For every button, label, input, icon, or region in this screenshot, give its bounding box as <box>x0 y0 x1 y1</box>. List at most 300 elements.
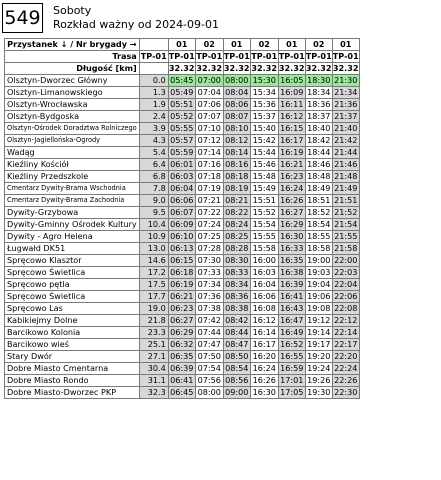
header-route-label: Trasa <box>5 51 140 63</box>
departure-time: 21:34 <box>334 87 358 97</box>
departure-time: 22:20 <box>334 351 358 361</box>
departure-time: 18:37 <box>307 111 331 121</box>
departure-time: 18:48 <box>307 171 331 181</box>
departure-time: 16:03 <box>250 267 278 279</box>
departure-time: 08:33 <box>225 267 249 277</box>
departure-time: 16:26 <box>280 195 304 205</box>
route-cell: TP-01 <box>168 51 195 61</box>
departure-time: 06:03 <box>170 171 194 181</box>
departure-time: 06:18 <box>170 267 194 277</box>
stop-name: Dywity-Grzybowa <box>5 207 140 219</box>
stop-name: Dobre Miasto-Dworzec PKP <box>5 387 140 399</box>
departure-time: 08:24 <box>225 219 249 229</box>
stop-row <box>5 279 360 291</box>
departure-time: 07:22 <box>195 207 223 219</box>
departure-time: 07:42 <box>195 315 223 327</box>
departure-time: 22:00 <box>334 255 358 265</box>
departure-time: 16:17 <box>250 339 278 351</box>
header-length-label: Długość [km] <box>5 63 140 75</box>
route-cell: TP-01 <box>223 51 250 61</box>
departure-time: 19:12 <box>307 315 331 325</box>
departure-time: 21:42 <box>334 135 358 145</box>
departure-time: 06:15 <box>170 255 194 265</box>
departure-time: 08:14 <box>225 147 249 157</box>
stop-km: 21.8 <box>139 315 168 327</box>
departure-time: 15:42 <box>250 135 278 147</box>
departure-time: 17:05 <box>280 387 304 397</box>
departure-time: 08:54 <box>225 363 249 373</box>
stop-row <box>5 135 360 147</box>
stop-row <box>5 351 360 363</box>
departure-time: 06:35 <box>170 351 194 361</box>
stop-km: 25.1 <box>139 339 168 351</box>
departure-time: 21:49 <box>334 183 358 193</box>
departure-time: 16:12 <box>250 315 278 327</box>
departure-time: 22:14 <box>334 327 358 337</box>
departure-time: 16:41 <box>280 291 304 301</box>
departure-time: 07:00 <box>195 75 223 87</box>
departure-time: 16:19 <box>280 147 304 157</box>
length-cell: 32.32 <box>332 63 359 73</box>
stop-row <box>5 303 360 315</box>
departure-time: 07:07 <box>195 111 223 123</box>
departure-time: 15:52 <box>250 207 278 219</box>
departure-time: 07:38 <box>195 303 223 315</box>
stop-name: Spręcowo Świetlica <box>5 291 140 303</box>
departure-time: 06:04 <box>170 183 194 193</box>
stop-name: Kabikiejmy Dolne <box>5 315 140 327</box>
header <box>0 0 441 36</box>
departure-time: 06:29 <box>170 327 194 337</box>
departure-time: 08:10 <box>225 123 249 133</box>
departure-time: 19:24 <box>307 363 331 373</box>
route-cell: TP-01 <box>196 51 223 61</box>
departure-time: 22:30 <box>334 387 358 397</box>
timetable <box>4 38 360 399</box>
length-cell: 32.32 <box>305 63 332 73</box>
timetable-body <box>5 39 360 399</box>
departure-time: 16:05 <box>280 75 304 85</box>
departure-time: 16:52 <box>280 339 304 349</box>
stop-row <box>5 183 360 195</box>
stop-name: Kieźliny Przedszkole <box>5 171 140 183</box>
departure-time: 18:30 <box>307 75 331 85</box>
stop-km: 5.4 <box>139 147 168 159</box>
departure-time: 15:40 <box>250 123 278 135</box>
brigade-row <box>5 39 360 51</box>
stop-km: 17.5 <box>139 279 168 291</box>
departure-time: 08:06 <box>225 99 249 109</box>
departure-time: 15:34 <box>250 87 278 99</box>
route-cell: TP-01 <box>140 51 167 61</box>
stop-row <box>5 195 360 207</box>
departure-time: 18:46 <box>307 159 331 169</box>
stop-row <box>5 147 360 159</box>
departure-time: 16:20 <box>250 351 278 363</box>
stop-name: Olsztyn-Bydgoska <box>5 111 140 123</box>
stop-name: Wadąg <box>5 147 140 159</box>
stop-row <box>5 123 360 135</box>
departure-time: 15:30 <box>250 75 278 87</box>
departure-time: 18:51 <box>307 195 331 205</box>
departure-time: 18:34 <box>307 87 331 97</box>
departure-time: 18:36 <box>307 99 331 109</box>
stop-row <box>5 375 360 387</box>
stop-km: 14.6 <box>139 255 168 267</box>
departure-time: 21:52 <box>334 207 358 217</box>
departure-time: 06:21 <box>170 291 194 301</box>
departure-time: 16:17 <box>280 135 304 145</box>
departure-time: 15:36 <box>250 99 278 111</box>
departure-time: 07:54 <box>195 363 223 375</box>
departure-time: 06:23 <box>170 303 194 313</box>
stop-km: 31.1 <box>139 375 168 387</box>
stop-name: Dywity-Gminny Ośrodek Kultury <box>5 219 140 231</box>
departure-time: 07:34 <box>195 279 223 291</box>
departure-time: 16:15 <box>280 123 304 133</box>
departure-time: 16:30 <box>280 231 304 241</box>
departure-time: 08:47 <box>225 339 249 349</box>
stop-row <box>5 207 360 219</box>
stop-km: 1.9 <box>139 99 168 111</box>
departure-time: 19:14 <box>307 327 331 337</box>
stop-row <box>5 315 360 327</box>
departure-time: 18:40 <box>307 123 331 133</box>
departure-time: 16:27 <box>280 207 304 217</box>
departure-time: 06:06 <box>170 195 194 205</box>
departure-time: 05:52 <box>170 111 194 121</box>
departure-time: 19:08 <box>307 303 331 313</box>
stop-km: 6.4 <box>139 159 168 171</box>
stop-row <box>5 231 360 243</box>
stop-km: 4.3 <box>139 135 168 147</box>
stop-name: Dobre Miasto Cmentarna <box>5 363 140 375</box>
departure-time: 18:55 <box>307 231 331 241</box>
stop-name: Olsztyn-Jagiellońska-Ogrody <box>5 135 140 147</box>
departure-time: 16:39 <box>280 279 304 289</box>
valid-label: Rozkład ważny od 2024-09-01 <box>53 18 219 31</box>
stop-km: 13.0 <box>139 243 168 255</box>
departure-time: 07:18 <box>195 171 223 183</box>
stop-row <box>5 111 360 123</box>
departure-time: 06:27 <box>170 315 194 325</box>
departure-time: 05:55 <box>170 123 194 133</box>
departure-time: 16:14 <box>250 327 278 339</box>
stop-row <box>5 291 360 303</box>
stop-km: 6.8 <box>139 171 168 183</box>
departure-time: 08:21 <box>225 195 249 205</box>
brigade-cell: 01 <box>332 39 359 51</box>
stop-row <box>5 171 360 183</box>
departure-time: 08:50 <box>225 351 249 361</box>
departure-time: 22:08 <box>334 303 358 313</box>
stop-km: 0.0 <box>139 75 168 87</box>
departure-time: 21:40 <box>334 123 358 133</box>
departure-time: 08:34 <box>225 279 249 289</box>
departure-time: 16:11 <box>280 99 304 109</box>
stop-name: Dywity - Agro Helena <box>5 231 140 243</box>
departure-time: 22:24 <box>334 363 358 373</box>
departure-time: 06:39 <box>170 363 194 373</box>
departure-time: 19:26 <box>307 375 331 385</box>
stop-name: Barcikowo wieś <box>5 339 140 351</box>
stop-name: Olsztyn-Wrocławska <box>5 99 140 111</box>
departure-time: 07:25 <box>195 231 223 243</box>
departure-time: 18:42 <box>307 135 331 145</box>
stop-km: 30.4 <box>139 363 168 375</box>
stop-name: Olsztyn-Ośrodek Doradztwa Rolniczego <box>5 123 140 135</box>
stop-km: 2.4 <box>139 111 168 123</box>
day-label: Soboty <box>53 4 92 17</box>
departure-time: 22:03 <box>334 267 358 277</box>
departure-time: 21:44 <box>334 147 358 157</box>
stop-row <box>5 339 360 351</box>
departure-time: 07:04 <box>195 87 223 99</box>
departure-time: 07:44 <box>195 327 223 339</box>
departure-time: 16:08 <box>250 303 278 315</box>
brigade-cell: 02 <box>305 39 332 51</box>
departure-time: 16:33 <box>280 243 304 253</box>
departure-time: 06:01 <box>170 159 194 169</box>
stop-row <box>5 99 360 111</box>
departure-time: 06:45 <box>170 387 194 397</box>
stop-name: Spręcowo Świetlica <box>5 267 140 279</box>
departure-time: 06:10 <box>170 231 194 241</box>
stop-row <box>5 243 360 255</box>
stop-name: Spręcowo pętla <box>5 279 140 291</box>
departure-time: 18:44 <box>307 147 331 157</box>
stop-row <box>5 75 360 87</box>
departure-time: 21:55 <box>334 231 358 241</box>
departure-time: 08:12 <box>225 135 249 145</box>
route-number: 549 <box>2 3 43 33</box>
departure-time: 06:32 <box>170 339 194 349</box>
stop-km: 10.9 <box>139 231 168 243</box>
brigade-cell: 01 <box>223 39 250 51</box>
departure-time: 08:42 <box>225 315 249 325</box>
departure-time: 18:52 <box>307 207 331 217</box>
departure-time: 16:24 <box>280 183 304 193</box>
departure-time: 08:18 <box>225 171 249 181</box>
departure-time: 17:01 <box>280 375 304 385</box>
departure-time: 19:06 <box>307 291 331 301</box>
stop-km: 19.0 <box>139 303 168 315</box>
stop-km: 17.7 <box>139 291 168 303</box>
stop-name: Spręcowo Klasztor <box>5 255 140 267</box>
stop-km: 7.8 <box>139 183 168 195</box>
length-cell: 32.32 <box>196 63 223 73</box>
stop-name: Olsztyn-Limanowskiego <box>5 87 140 99</box>
departure-time: 05:49 <box>170 87 194 97</box>
stop-name: Barcikowo Kolonia <box>5 327 140 339</box>
departure-time: 07:06 <box>195 99 223 111</box>
route-cell: TP-01 <box>278 51 305 61</box>
departure-time: 06:13 <box>170 243 194 253</box>
departure-time: 16:00 <box>250 255 278 267</box>
departure-time: 21:58 <box>334 243 358 253</box>
stop-km: 32.3 <box>139 387 168 399</box>
stop-row <box>5 159 360 171</box>
departure-time: 21:48 <box>334 171 358 181</box>
departure-time: 08:44 <box>225 327 249 337</box>
brigade-cell: 02 <box>250 39 278 51</box>
departure-time: 06:41 <box>170 375 194 385</box>
departure-time: 05:59 <box>170 147 194 157</box>
stop-km: 27.1 <box>139 351 168 363</box>
departure-time: 07:12 <box>195 135 223 147</box>
departure-time: 16:59 <box>280 363 304 373</box>
departure-time: 05:57 <box>170 135 194 145</box>
departure-time: 07:30 <box>195 255 223 267</box>
departure-time: 15:44 <box>250 147 278 159</box>
departure-time: 08:36 <box>225 291 249 301</box>
departure-time: 06:19 <box>170 279 194 289</box>
departure-time: 19:20 <box>307 351 331 361</box>
departure-time: 15:46 <box>250 159 278 171</box>
departure-time: 18:58 <box>307 243 331 253</box>
length-cell <box>139 63 168 75</box>
departure-time: 16:49 <box>280 327 304 337</box>
departure-time: 15:51 <box>250 195 278 207</box>
stop-name: Dobre Miasto Rondo <box>5 375 140 387</box>
brigade-cell: 01 <box>278 39 305 51</box>
departure-time: 07:24 <box>195 219 223 231</box>
length-row <box>5 63 360 75</box>
stop-row <box>5 327 360 339</box>
departure-time: 19:04 <box>307 279 331 289</box>
brigade-cell: 02 <box>195 39 223 51</box>
brigade-cell: 01 <box>168 39 195 51</box>
departure-time: 16:43 <box>280 303 304 313</box>
stop-name: Ługwałd DK51 <box>5 243 140 255</box>
departure-time: 08:22 <box>225 207 249 217</box>
departure-time: 19:00 <box>307 255 331 265</box>
departure-time: 07:14 <box>195 147 223 159</box>
stop-row <box>5 387 360 399</box>
stop-km: 9.0 <box>139 195 168 207</box>
departure-time: 07:47 <box>195 339 223 351</box>
departure-time: 16:38 <box>280 267 304 277</box>
departure-time: 08:38 <box>225 303 249 313</box>
route-row <box>5 51 360 63</box>
stop-row <box>5 219 360 231</box>
departure-time: 16:04 <box>250 279 278 291</box>
departure-time: 16:30 <box>250 387 278 399</box>
stop-name: Cmentarz Dywity-Brama Wschodnia <box>5 183 140 195</box>
departure-time: 08:19 <box>225 183 249 193</box>
stop-km: 1.3 <box>139 87 168 99</box>
departure-time: 07:16 <box>195 159 223 171</box>
departure-time: 21:30 <box>334 75 358 85</box>
departure-time: 16:23 <box>280 171 304 181</box>
departure-time: 15:37 <box>250 111 278 123</box>
departure-time: 08:04 <box>225 87 249 97</box>
route-cell: TP-01 <box>305 51 332 61</box>
departure-time: 07:10 <box>195 123 223 135</box>
length-cell: 32.32 <box>168 63 195 73</box>
departure-time: 05:51 <box>170 99 194 109</box>
departure-time: 09:00 <box>225 387 249 397</box>
departure-time: 07:50 <box>195 351 223 363</box>
departure-time: 16:24 <box>250 363 278 375</box>
departure-time: 21:37 <box>334 111 358 121</box>
stop-km: 9.5 <box>139 207 168 219</box>
departure-time: 22:17 <box>334 339 358 349</box>
length-cell: 32.32 <box>251 63 278 73</box>
departure-time: 07:28 <box>195 243 223 255</box>
stop-km: 17.2 <box>139 267 168 279</box>
departure-time: 19:30 <box>307 387 331 397</box>
departure-time: 08:56 <box>225 375 249 385</box>
departure-time: 21:54 <box>334 219 358 229</box>
departure-time: 22:26 <box>334 375 358 385</box>
departure-time: 07:56 <box>195 375 223 387</box>
departure-time: 21:46 <box>334 159 358 169</box>
stop-name: Kieźliny Kościół <box>5 159 140 171</box>
departure-time: 22:04 <box>334 279 358 289</box>
route-cell: TP-01 <box>332 51 359 61</box>
departure-time: 16:09 <box>280 87 304 97</box>
route-cell: TP-01 <box>251 51 278 61</box>
departure-time: 15:49 <box>250 183 278 195</box>
departure-time: 19:03 <box>307 267 331 277</box>
departure-time: 08:00 <box>195 387 223 399</box>
stop-name: Cmentarz Dywity-Brama Zachodnia <box>5 195 140 207</box>
length-cell: 32.32 <box>278 63 305 73</box>
departure-time: 07:19 <box>195 183 223 195</box>
departure-time: 07:21 <box>195 195 223 207</box>
departure-time: 16:29 <box>280 219 304 229</box>
departure-time: 19:17 <box>307 339 331 349</box>
departure-time: 15:48 <box>250 171 278 183</box>
departure-time: 16:35 <box>280 255 304 265</box>
stop-name: Stary Dwór <box>5 351 140 363</box>
departure-time: 18:54 <box>307 219 331 229</box>
stop-km: 10.4 <box>139 219 168 231</box>
departure-time: 16:12 <box>280 111 304 121</box>
stop-row <box>5 363 360 375</box>
stop-row <box>5 87 360 99</box>
departure-time: 16:06 <box>250 291 278 303</box>
departure-time: 07:36 <box>195 291 223 303</box>
departure-time: 16:21 <box>280 159 304 169</box>
departure-time: 15:54 <box>250 219 278 231</box>
departure-time: 15:58 <box>250 243 278 255</box>
stop-row <box>5 255 360 267</box>
stop-name: Olsztyn-Dworzec Główny <box>5 75 140 87</box>
departure-time: 07:33 <box>195 267 223 279</box>
departure-time: 05:45 <box>170 75 194 85</box>
stop-km: 3.9 <box>139 123 168 135</box>
departure-time: 08:16 <box>225 159 249 169</box>
departure-time: 08:07 <box>225 111 249 121</box>
departure-time: 16:26 <box>250 375 278 387</box>
stop-name: Spręcowo Las <box>5 303 140 315</box>
brigade-cell <box>139 39 168 51</box>
departure-time: 15:55 <box>250 231 278 243</box>
departure-time: 08:25 <box>225 231 249 241</box>
departure-time: 08:30 <box>225 255 249 265</box>
departure-time: 22:12 <box>334 315 358 325</box>
departure-time: 08:00 <box>225 75 249 85</box>
departure-time: 06:07 <box>170 207 194 217</box>
departure-time: 21:51 <box>334 195 358 205</box>
stop-km: 23.3 <box>139 327 168 339</box>
departure-time: 22:06 <box>334 291 358 301</box>
departure-time: 08:28 <box>225 243 249 253</box>
stop-row <box>5 267 360 279</box>
departure-time: 21:36 <box>334 99 358 109</box>
